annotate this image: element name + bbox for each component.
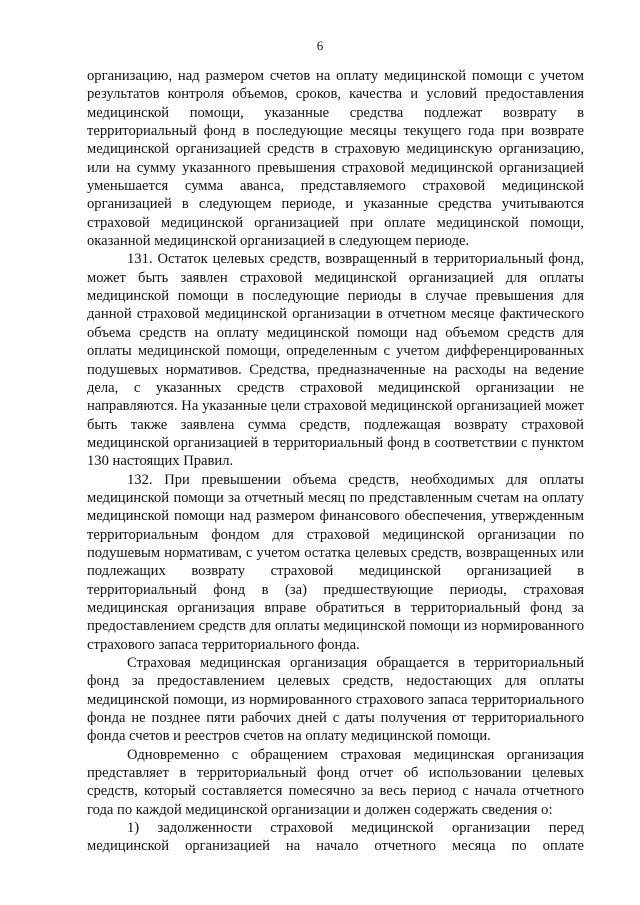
paragraph-report: Одновременно с обращением страховая медицинская организация представляет в территориальный фонд отчет об использовании целевых средств, который составляется помесячно за весь период с начала отчетного года по каждой медицинской организации и должен содержать сведения о: bbox=[87, 746, 584, 818]
paragraph-item-1: 1) задолженности страховой медицинской организации перед медицинской организацией на начало отчетного месяца по оплате bbox=[87, 820, 584, 855]
document-body bbox=[87, 67, 584, 856]
paragraph-131: 131. Остаток целевых средств, возвращенный в территориальный фонд, может быть заявлен страховой медицинской организацией для оплаты медицинской помощи в последующие периоды в случае превышения для данной страховой медицинской организации в отчетном месяце фактического объема средств на оплату медицинской помощи над объемом средств для оплаты медицинской помощи, определенным с учетом дифференцированных подушевых нормативов. Средства, предназначенные на расходы на ведение дела, с указанных средств страховой медицинской организации не направляются. На указанные цели страховой медицинской организацией может быть также заявлена сумма средств, подлежащая возврату страховой медицинской организацией в территориальный фонд в соответствии с пунктом 130 настоящих Правил. bbox=[87, 251, 584, 470]
paragraph-continuation: организацию, над размером счетов на оплату медицинской помощи с учетом результатов контроля объемов, сроков, качества и условий предоставления медицинской помощи, указанные средства подлежат возврату в территориальный фонд в последующие месяцы текущего года при возврате медицинской организацией средств в страховую медицинскую организацию, или на сумму указанного превышения страховой медицинской организацией уменьшается сумма аванса, представляемого страховой медицинской организацией в следующем периоде, и указанные средства учитываются страховой медицинской организацией при оплате медицинской помощи, оказанной медицинской организацией в следующем периоде. bbox=[87, 68, 584, 250]
paragraph-reserve-request: Страховая медицинская организация обращается в территориальный фонд за предоставлением целевых средств, недостающих для оплаты медицинской помощи, из нормированного страхового запаса территориального фонда не позднее пяти рабочих дней с даты получения от территориального фонда счетов и реестров счетов на оплату медицинской помощи. bbox=[87, 655, 584, 745]
page-number: 6 bbox=[316, 38, 324, 53]
paragraph-132: 132. При превышении объема средств, необходимых для оплаты медицинской помощи за отчетный месяц по представленным счетам на оплату медицинской помощи над размером финансового обеспечения, утвержденным территориальным фондом для страховой медицинской организации по подушевым нормативам, с учетом остатка целевых средств, возвращенных или подлежащих возврату страховой медицинской организацией в территориальный фонд в (за) предшествующие периоды, страховая медицинская организация вправе обратиться в территориальный фонд за предоставлением средств для оплаты медицинской помощи из нормированного страхового запаса территориального фонда. bbox=[87, 471, 584, 653]
